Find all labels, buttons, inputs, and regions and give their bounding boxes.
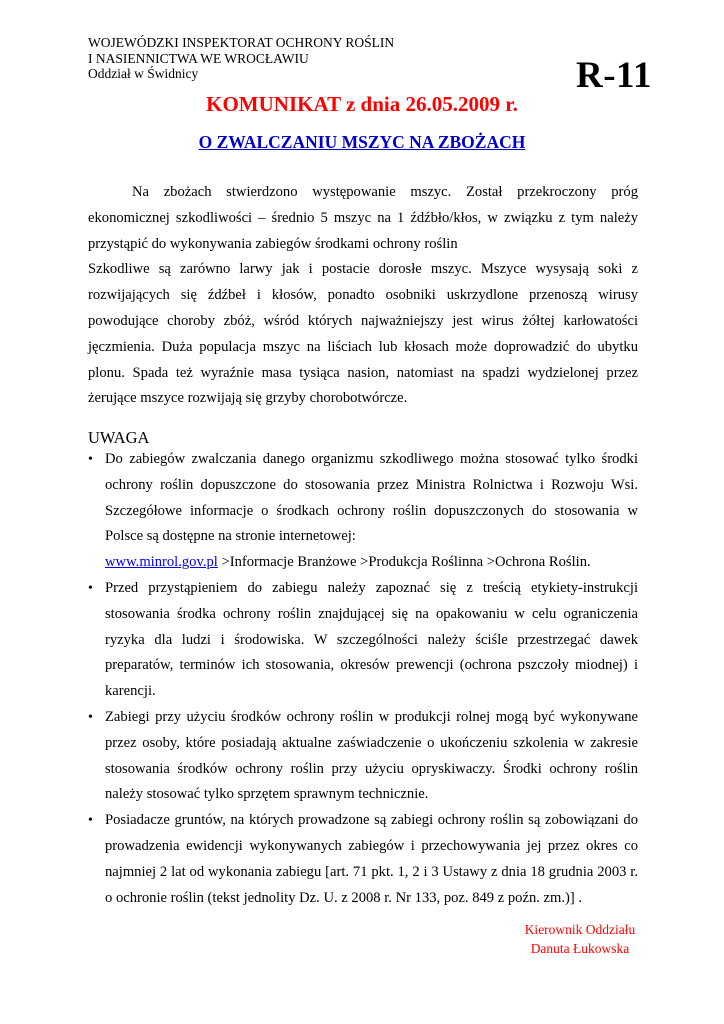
ministry-website-link[interactable]: www.minrol.gov.pl <box>105 554 218 571</box>
institution-header <box>88 35 394 82</box>
announcement-subtitle: O ZWALCZANIU MSZYC NA ZBOŻACH <box>198 132 526 152</box>
document-code: R-11 <box>576 55 652 96</box>
signature-name: Danuta Łukowska <box>530 941 630 956</box>
body-paragraph-1: Na zbożach stwierdzono występowanie mszyc. Został przekroczony próg ekonomicznej szkodliwości – średnio 5 mszyc na 1 źdźbło/kłos, w związku z tym należy przystąpić do wykonywania zabiegów środkami ochrony roślin <box>88 184 638 252</box>
notice-list <box>88 447 638 911</box>
signature-role: Kierownik Oddziału <box>524 922 636 937</box>
list-item <box>88 576 638 705</box>
notice-item-3-text: Zabiegi przy użyciu środków ochrony roślin w produkcji rolnej mogą być wykonywane przez osoby, które posiadają aktualne zaświadczenie o ukończeniu szkolenia w zakresie stosowania środków ochrony roślin przy użyciu opryskiwaczy. Środki ochrony roślin należy stosować tylko sprzętem sprawnym technicznie. <box>105 708 638 803</box>
bullet-icon: • <box>88 709 93 725</box>
branch-name: Oddział w Świdnicy <box>88 66 199 81</box>
notice-item-2-text: Przed przystąpieniem do zabiegu należy zapoznać się z treścią etykiety-instrukcji stosowania środka ochrony roślin znajdującej się na opakowaniu w celu ograniczenia ryzyka dla ludzi i środowiska. W szczególności należy ściśle przestrzegać dawek preparatów, terminów ich stosowania, okresów prewencji (ochrona pszczoły miodnej) i karencji. <box>105 579 638 700</box>
list-item <box>88 808 638 911</box>
signature-block <box>500 920 660 958</box>
bullet-icon: • <box>88 580 93 596</box>
announcement-title: KOMUNIKAT z dnia 26.05.2009 r. <box>206 92 518 116</box>
notice-item-1-text: Do zabiegów zwalczania danego organizmu szkodliwego można stosować tylko środki ochrony roślin dopuszczone do stosowania przez Ministra Rolnictwa i Rozwoju Wsi. Szczegółowe informacje o środkach ochrony roślin dopuszczonych do stosowania w Polsce są dostępne na stronie internetowej: <box>105 451 638 545</box>
announcement-body <box>88 180 638 412</box>
body-paragraph-2: Szkodliwe są zarówno larwy jak i postacie dorosłe mszyc. Mszyce wysysają soki z rozwijających się źdźbeł i kłosów, ponadto osobniki uskrzydlone przenoszą wirusy powodujące choroby zbóż, wśród których najważniejszy jest wirus żółtej karłowatości jęczmienia. Duża populacja mszyc na liściach lub kłosach może doprowadzić do ubytku plonu. Spada też wyraźnie masa tysiąca nasion, natomiast na spadzi wydzielonej przez żerujące mszyce rozwijają się grzyby chorobotwórcze. <box>88 261 638 407</box>
list-item <box>88 447 638 576</box>
notice-heading: UWAGA <box>88 428 150 447</box>
institution-name-line2: I NASIENNICTWA WE WROCŁAWIU <box>88 50 309 66</box>
institution-name-line1: WOJEWÓDZKI INSPEKTORAT OCHRONY ROŚLIN <box>88 35 395 50</box>
notice-item-4-text: Posiadacze gruntów, na których prowadzone są zabiegi ochrony roślin są zobowiązani do prowadzenia ewidencji wykonywanych zabiegów i przechowywania jej przez okres co najmniej 2 lat od wykonania zabiegu [art. 71 pkt. 1, 2 i 3 Ustawy z dnia 18 grudnia 2003 r. o ochronie roślin (tekst jednolity Dz. U. z 2008 r. Nr 133, poz. 849 z poźn. zm.)] . <box>105 812 638 906</box>
ministry-website-path: >Informacje Branżowe >Produkcja Roślinna >Ochrona Roślin. <box>217 554 591 571</box>
list-item <box>88 705 638 808</box>
bullet-icon: • <box>88 452 93 467</box>
bullet-icon: • <box>88 813 93 829</box>
